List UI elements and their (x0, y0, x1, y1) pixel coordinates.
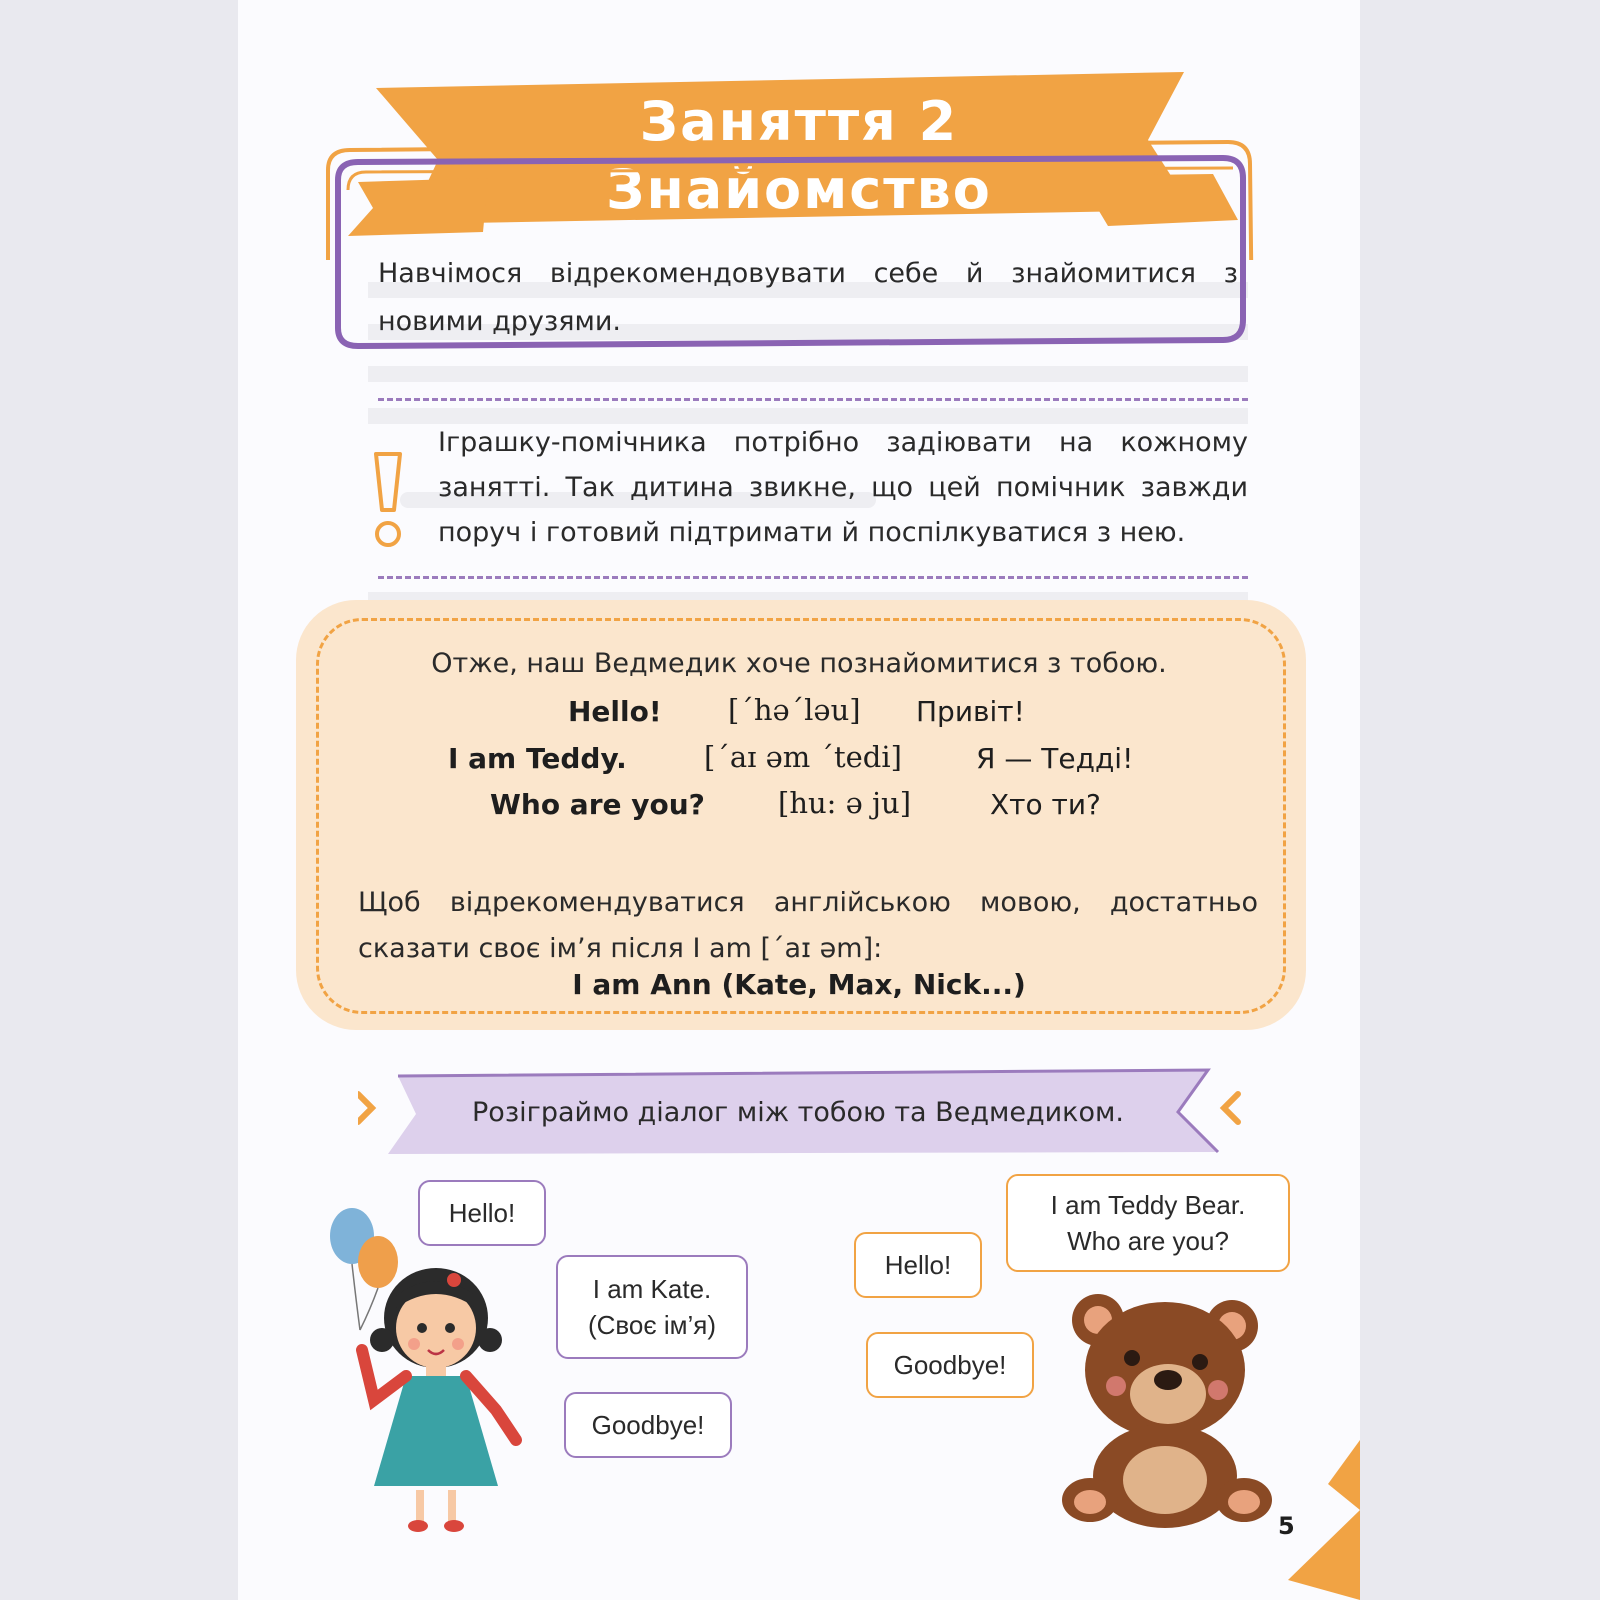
intro-text: Навчімося відрекомендовувати себе й знайомитися з новими друзями. (378, 258, 1238, 337)
phrase-en-hello: Hello! (568, 695, 662, 728)
phrase-uk-who: Хто ти? (990, 788, 1101, 821)
bear-bubble-hello-text: Hello! (884, 1250, 952, 1280)
divider-top (378, 398, 1248, 401)
bear-bubble-goodbye (866, 1332, 1034, 1398)
girl-bubble-name (556, 1255, 748, 1359)
dialog-banner-text: Розіграймо діалог між тобою та Ведмедиком. (472, 1097, 1124, 1128)
phrase-en-teddy: I am Teddy. (448, 742, 627, 775)
exclamation-icon (370, 450, 406, 550)
bear-bubble-intro (1006, 1174, 1290, 1272)
lesson-number-title: Заняття 2 (639, 90, 959, 153)
phrases-example: I am Ann (Kate, Max, Nick...) (572, 968, 1026, 1001)
book-page (238, 0, 1360, 1600)
bear-bubble-intro-line2: Who are you? (1067, 1226, 1229, 1256)
teacher-note: Іграшку-помічника потрібно задіювати на кожному занятті. Так дитина звикне, що цей помічник завжди поруч і готовий підтримати й поспілкуватися з нею. (438, 427, 1248, 548)
lesson-topic-title: Знайомство (606, 158, 992, 221)
girl-illustration (326, 1200, 546, 1540)
phrase-en-who: Who are you? (490, 788, 705, 821)
page-number: 5 (1278, 1512, 1295, 1540)
bear-bubble-intro-line1: I am Teddy Bear. (1050, 1190, 1246, 1220)
phrase-ipa-hello: [ˊhəˊləu] (728, 693, 861, 727)
girl-bubble-name-line1: I am Kate. (592, 1274, 712, 1304)
girl-bubble-hello-text: Hello! (448, 1198, 516, 1228)
phrases-intro: Отже, наш Ведмедик хоче познайомитися з тобою. (431, 648, 1167, 679)
phrase-ipa-teddy: [ˊaɪ əm ˊtedi] (704, 740, 902, 774)
phrase-uk-hello: Привіт! (916, 695, 1025, 728)
teddy-bear-illustration (1050, 1290, 1280, 1530)
divider-bottom (378, 576, 1248, 579)
bear-bubble-hello (854, 1232, 982, 1298)
girl-bubble-name-line2: (Своє ім’я) (587, 1310, 717, 1340)
phrase-ipa-who: [hu: ə ju] (778, 786, 912, 820)
phrase-uk-teddy: Я — Тедді! (976, 742, 1134, 775)
bear-bubble-goodbye-text: Goodbye! (893, 1350, 1007, 1380)
girl-bubble-goodbye (564, 1392, 732, 1458)
girl-bubble-goodbye-text: Goodbye! (591, 1410, 705, 1440)
phrases-explain: Щоб відрекомендуватися англійською мовою, достатньо сказати своє ім’я після I am [ˊaɪ əm]: (358, 887, 1258, 964)
chevron-left-icon (1218, 1090, 1248, 1130)
